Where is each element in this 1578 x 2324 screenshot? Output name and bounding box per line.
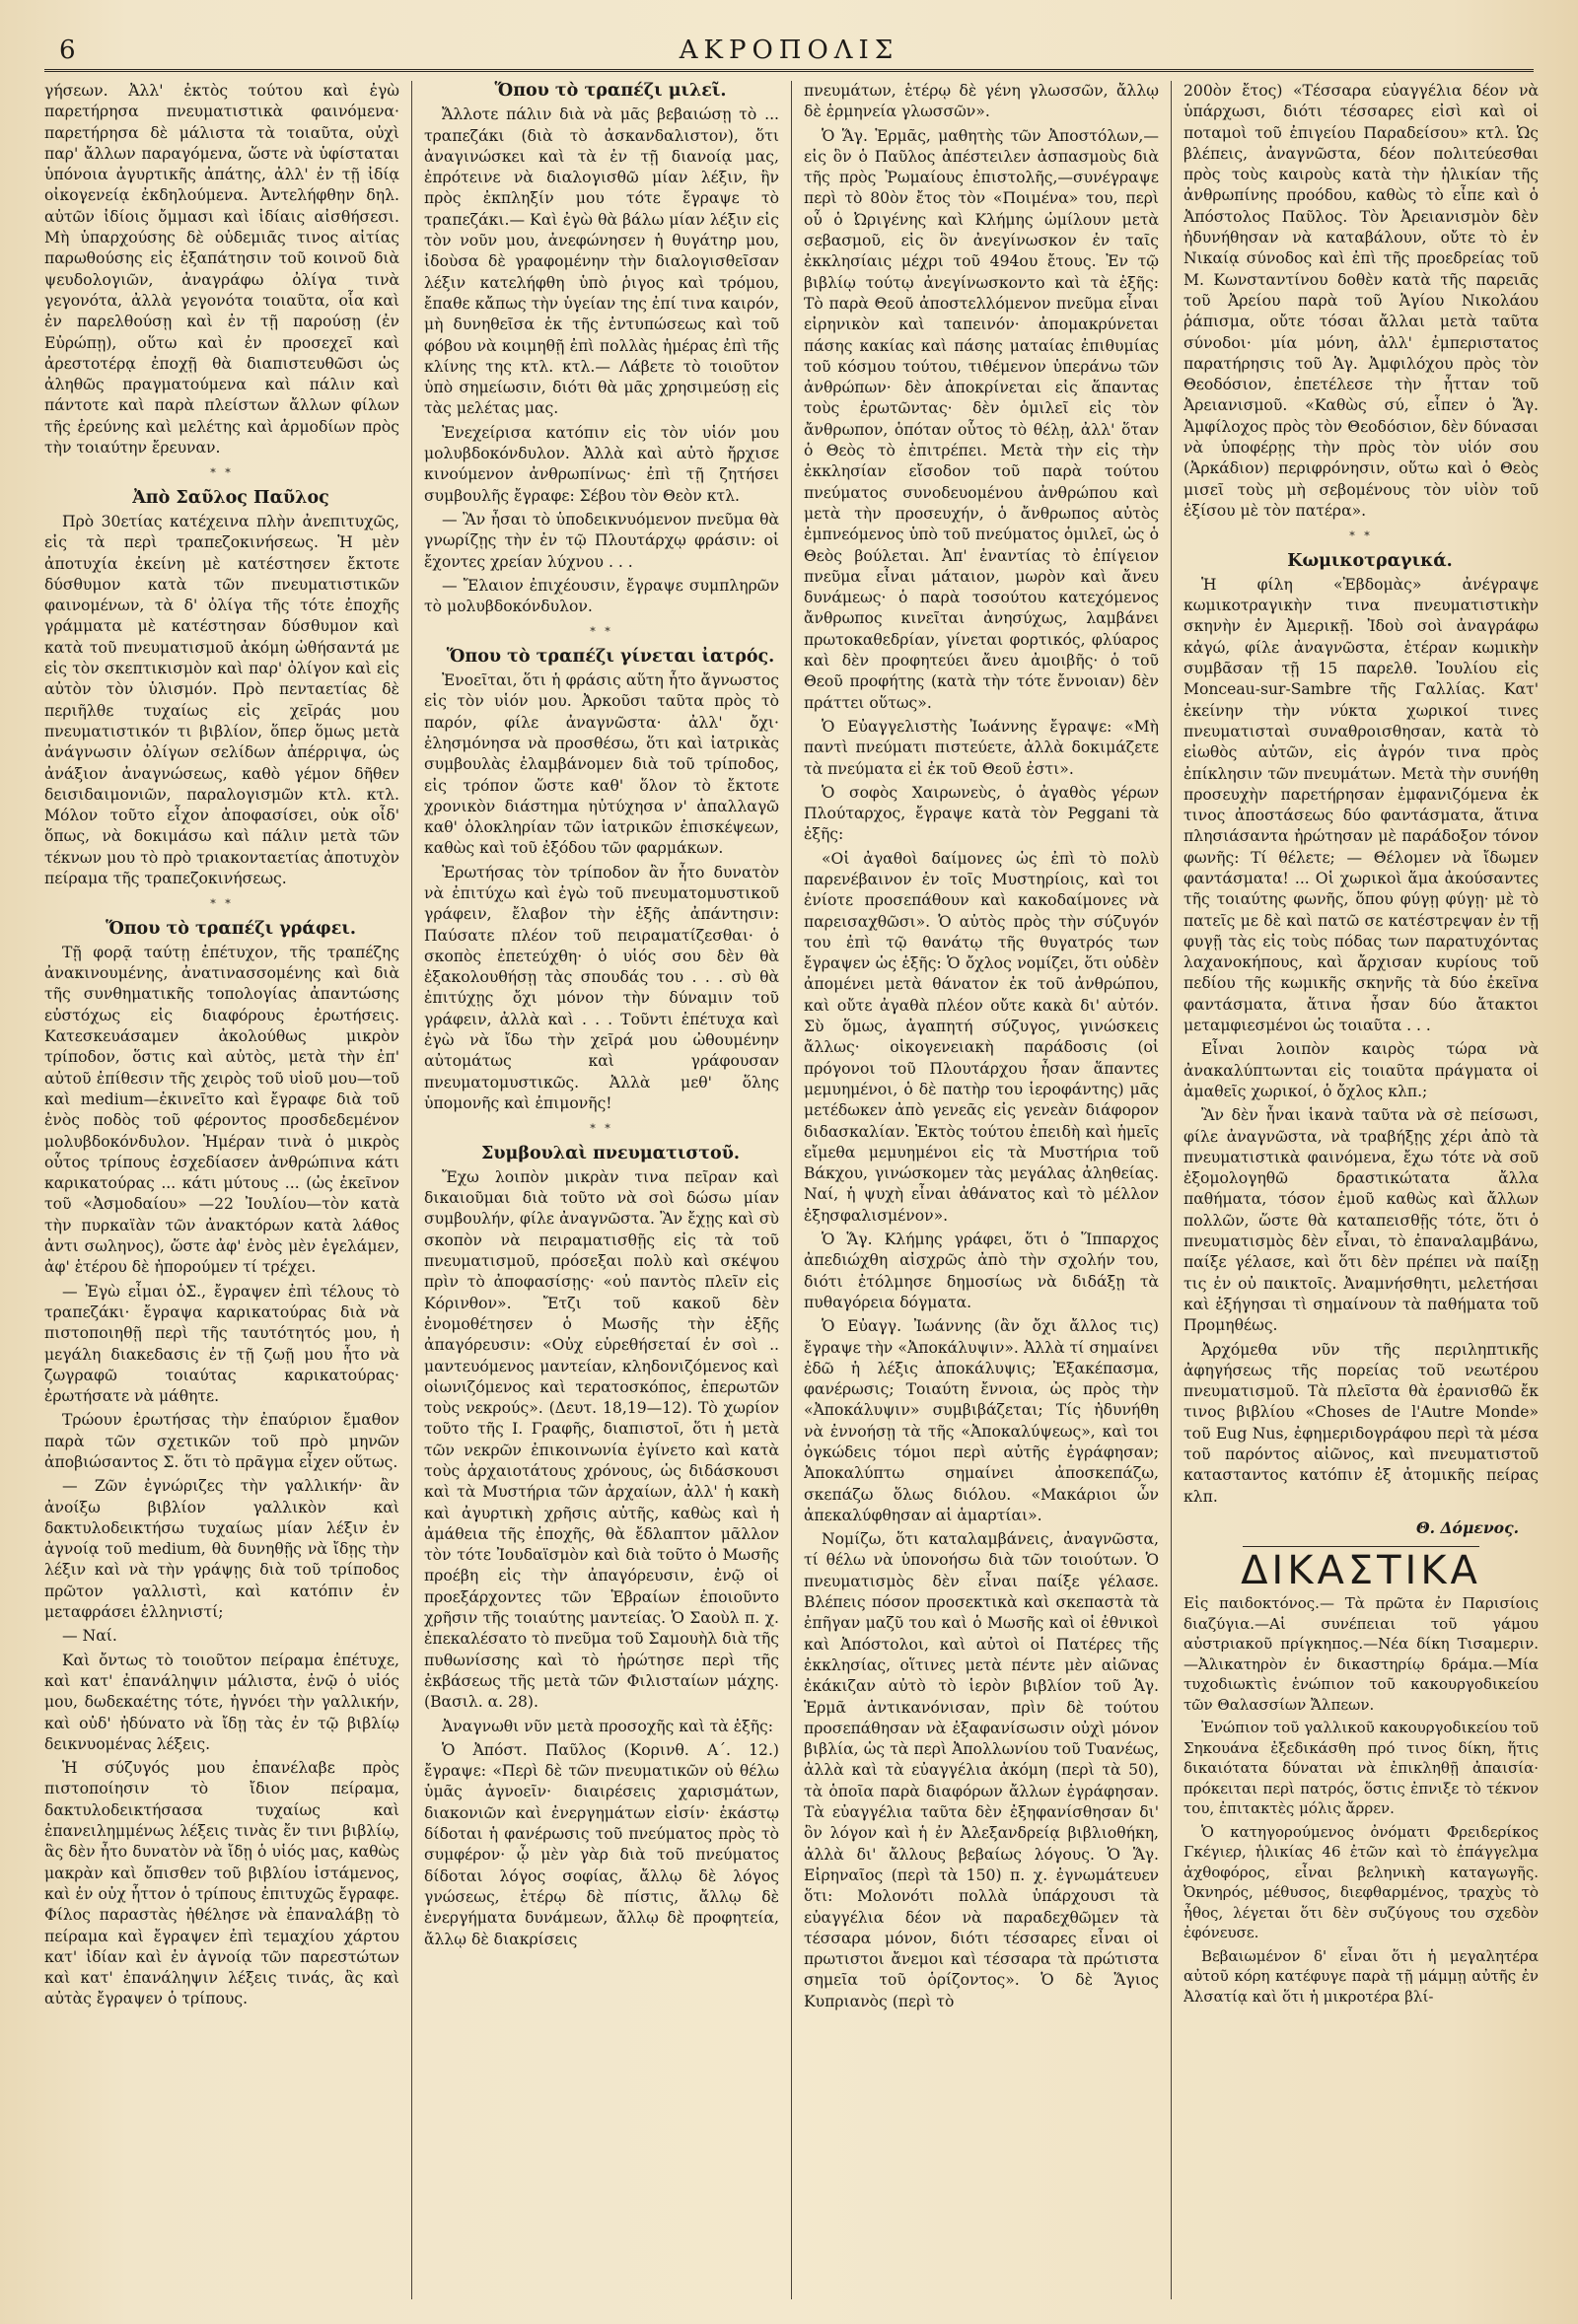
- column-4: [1184, 81, 1539, 2299]
- paragraph: Ἄλλοτε πάλιν διὰ νὰ μᾶς βεβαιώσῃ τὸ ... τραπεζάκι (διὰ τὸ ἀσκανδαλιστον), ὅτι ἀναγινώσκει καὶ τὰ ἐν τῇ διανοίᾳ μας, ἐπρότεινε νὰ διαλογισθῶ μίαν λέξιν, ἣν πρὸς ἐκπληξίν μου τότε ἔγραψε τὸ τραπεζάκι.— Καὶ ἐγὼ θὰ βάλω μίαν λέξιν εἰς τὸν νοῦν μου, ἀνεφώνησεν ἡ θυγάτηρ μου, ἰδοὺσα δὲ γραφομένην τὴν διαλογισθεῖσαν λέξιν κατελήφθη ὑπὸ ῥιγος καὶ τρόμου, ἔπαθε κἄπως τὴν ὑγείαν της ἐπί τινα καιρόν, μὴ δυνηθεῖσα ἐκ τῆς ἐντυπώσεως καὶ τοῦ φόβου νὰ κοιμηθῇ ἐπὶ πολλὰς ἡμέρας ἐπὶ τῆς κλίνης της κτλ. κτλ.— Λάβετε τὸ τοιοῦτον ὑπὸ σημείωσιν, διότι θὰ μᾶς χρησιμεύσῃ εἰς τὰς μελέτας μας.: [424, 106, 779, 418]
- separator-stars: * *: [210, 466, 234, 480]
- section-heading: Συμβουλαὶ πνευματιστοῦ.: [481, 1143, 740, 1163]
- court-section-title: ΔΙΚΑΣΤΙΚΑ: [1241, 1548, 1481, 1594]
- paragraph: πνευμάτων, ἑτέρῳ δὲ γένη γλωσσῶν, ἄλλῳ δὲ ἑρμηνεία γλωσσῶν».: [804, 82, 1159, 121]
- section-heading: Ὅπου τὸ τραπέζι γίνεται ἰατρός.: [446, 646, 775, 667]
- separator-stars: * *: [1349, 529, 1373, 543]
- paragraph: Ἐρωτήσας τὸν τρίποδον ἂν ἦτο δυνατὸν νὰ ἐπιτύχω καὶ ἐγὼ τοῦ πνευματομυστικοῦ γράφειν, ἔλαβον τὴν ἑξῆς ἀπάντησιν: Παύσατε πλέον τοῦ πειραματίζεσθαι· ὁ σκοπὸς ἐπετεύχθη· ὁ υἱός σου δὲν θὰ ἐξακολουθήσῃ τὰς σπουδάς του . . . σὺ θὰ ἐπιτύχῃς ὄχι μόνον τὴν δύναμιν τοῦ γράφειν, ἀλλὰ καὶ . . . Τοῦντι ἐπέτυχα καὶ ἐγὼ νὰ ἴδω τὴν χεῖρά μου ὠθουμένην αὐτομάτως καὶ γράφουσαν πνευματομυστικῶς. Ἀλλὰ μεθ' ὅλης ὑπομονῆς καὶ ἐπιμονῆς!: [424, 863, 779, 1112]
- section-rule: [1243, 1546, 1479, 1547]
- paragraph: — Ζῶν ἐγνώριζες τὴν γαλλικήν· ἂν ἀνοίξω βιβλίον γαλλικὸν καὶ δακτυλοδεικτήσω τυχαίως μίαν λέξιν ἐν ἀγνοίᾳ τοῦ medium, θὰ δυνηθῇς νὰ ἴδῃς τὴν λέξιν καὶ νὰ τὴν γράψῃς διὰ τοῦ τρίποδος πρῶτον γαλλιστὶ, καὶ κατόπιν ἐν μεταφράσει ἑλληνιστί;: [44, 1477, 399, 1622]
- paragraph: Ὁ Ἅγ. Ἑρμᾶς, μαθητὴς τῶν Ἀποστόλων,— εἰς ὃν ὁ Παῦλος ἀπέστειλεν ἀσπασμοὺς διὰ τῆς πρὸς Ῥωμαίους ἐπιστολῆς,—συνέγραψε περὶ τὸ 80ὸν ἔτος τὸν «Ποιμένα» του, περὶ οὗ ὁ Ὠριγένης καὶ Κλήμης ὡμίλουν μετὰ σεβασμοῦ, εἰς ὃν ἀνεγίνωσκον ἐν ταῖς ἐκκλησίαις μέχρι τοῦ 494ου ἔτους. Ἐν τῷ βιβλίῳ τούτῳ ἀνεγίνωσκοντο καὶ τὰ ἑξῆς: Τὸ παρὰ Θεοῦ ἀποστελλόμενον πνεῦμα εἶναι εἰρηνικὸν καὶ ταπεινόν· ἀπομακρύνεται πάσης κακίας καὶ πάσης ματαίας ἐπιθυμίας τοῦ κόσμου τούτου, τιθέμενον ὑπεράνω τῶν ἀνθρώπων· δὲν ἀποκρίνεται εἰς ἅπαντας τοὺς ἐρωτῶντας· δὲν ὁμιλεῖ εἰς τὸν ἄνθρωπον, ὁπόταν οὗτος τὸ θέλῃ, ἀλλ' ὅταν ὁ Θεὸς τὸ ἐπιτρέπει. Μετὰ τὴν εἰς τὴν ἐκκλησίαν εἴσοδον τοῦ παρὰ τούτου πνεύματος συνοδευομένου ἀνθρώπου καὶ μετὰ τὴν προσευχήν, ὁ ἄνθρωπος αὐτὸς ἐμπνεόμενος ὑπὸ τοῦ πνεύματος ὁμιλεῖ, ὡς ὁ Θεὸς βούλεται. Ἀπ' ἐναντίας τὸ ἐπίγειον πνεῦμα εἶναι μάταιον, μωρὸν καὶ ἄνευ δυνάμεως· ὁ παρὰ τοσούτου κατεχόμενος ἄνθρωπος κινεῖται ἀνησύχως, λαμβάνει πρωτοκαθεδρίαν, γίνεται φορτικός, φλύαρος καὶ δὲν προφητεύει ἄνευ ἀμοιβῆς· ὁ τοῦ Θεοῦ προφήτης (κατὰ τὴν τότε ἔννοιαν) δὲν πράττει οὕτως».: [804, 126, 1159, 712]
- section-heading: Ἀπὸ Σαῦλος Παῦλος: [132, 487, 329, 508]
- paragraph: Καὶ ὄντως τὸ τοιοῦτον πείραμα ἐπέτυχε, καὶ κατ' ἐπανάληψιν μάλιστα, ἐνῷ ὁ υἱός μου, δωδεκαέτης τότε, ἠγνόει τὴν γαλλικήν, καὶ οὐδ' ἠδύνατο νὰ ἴδῃ τὰς ἐν τῷ βιβλίῳ δεικνυομένας λέξεις.: [44, 1651, 399, 1753]
- separator-stars: * *: [590, 625, 613, 639]
- paragraph: Τῇ φορᾷ ταύτῃ ἐπέτυχον, τῆς τραπέζης ἀνακινουμένης, ἀνατινασσομένης καὶ διὰ τῆς συνθηματικῆς τοπολογίας ἀπαντώσης εὐστόχως εἰς διαφόρους ἐρωτήσεις. Κατεσκευάσαμεν ἀκολούθως μικρὸν τρίποδον, ὅστις καὶ αὐτὸς, μετὰ τὴν ἐπ' αὐτοῦ ἐπίθεσιν τῆς χειρὸς τοῦ υἱοῦ μου—τοῦ καὶ medium—ἐκινεῖτο καὶ ἔγραφε διὰ τοῦ ἑνὸς ποδὸς τοῦ φέροντος προσδεδεμένον μολυβδοκόνδυλον. Ἡμέραν τινὰ ὁ μικρὸς οὗτος τρίπους ἐσχεδίασεν ἀνθρώπινα κάτι καρικατούρας ... κάτι μύτους ... (ὡς ἐκεῖνον τοῦ «Ἀσμοδαίου» —22 Ἰουλίου—τὸν κατὰ τὴν πυρκαϊὰν τῶν ἀνακτόρων κατὰ λάθος ἀντι σωληνος), ὥστε ἀφ' ἑνὸς μὲν ἐγελάμεν, ἀφ' ἑτέρου δὲ ἠπορούμεν τί τρέχει.: [44, 943, 399, 1277]
- paragraph: Ἀναγνωθι νῦν μετὰ προσοχῆς καὶ τὰ ἑξῆς:: [442, 1717, 774, 1735]
- paragraph: — Ἐγὼ εἶμαι ὁΣ., ἔγραψεν ἐπὶ τέλους τὸ τραπεζάκι· ἔγραψα καρικατούρας διὰ νὰ πιστοποιηθῇ περὶ τῆς ταυτότητός μου, ἡ μεγάλη διακεδασις ἐν τῇ ζωῇ μου ἦτο νὰ ζωγραφῶ τοιαύτας καρικατούρας· ἐρωτήσατε νὰ μάθητε.: [44, 1282, 399, 1406]
- paragraph: Ἀρχόμεθα νῦν τῆς περιληπτικῆς ἀφηγήσεως τῆς πορείας τοῦ νεωτέρου πνευματισμοῦ. Τὰ πλεῖστα θὰ ἐρανισθῶ ἔκ τινος βιβλίου «Choses de l'Autre Monde» τοῦ Eug Nus, ἐφημεριδογράφου περὶ τὰ μέσα τοῦ παρόντος αἰῶνος, καὶ πνευματιστοῦ κατασταντος κατόπιν ἐξ ἀτομικῆς πείρας κλπ.: [1184, 1340, 1539, 1506]
- paragraph: Ἐνώπιον τοῦ γαλλικοῦ κακουργοδικείου τοῦ Σηκουάνα ἐξεδικάσθη πρό τινος δίκη, ἥτις δικαιότατα δύναται νὰ ἐπικληθῇ ἀπαισία· πρόκειται περὶ πατρός, ὅστις ἐπνιξε τὸ τέκνον του, ἐπιτακτὲς μόλις ἄρρεν.: [1184, 1719, 1539, 1818]
- paragraph: Ἡ σύζυγός μου ἐπανέλαβε πρὸς πιστοποίησιν τὸ ἴδιον πείραμα, δακτυλοδεικτήσασα τυχαίως καὶ ἐπανειλημμένως λέξεις τινὰς ἔν τινι βιβλίῳ, ἃς δὲν ἦτο δυνατὸν νὰ ἴδῃ ὁ υἱός μας, καθὼς μακρὰν καὶ ὄπισθεν τοῦ βιβλίου ἱστάμενος, καὶ ἐν οὐχ ἧττον ὁ τρίπους ἐπιτυχῶς ἔγραφε. Φίλος παραστὰς ἠθέλησε νὰ ἐπαναλάβῃ τὸ πείραμα καὶ ἔγραψεν ἐπὶ τεμαχίου χάρτου κατ' ἰδίαν καὶ ἐν ἀγνοίᾳ τῶν παρεστώτων καὶ κατ' ἐπανάληψιν λέξεις τινάς, ἃς καὶ αὐτὰς ἔγραψεν ὁ τρίπους.: [44, 1759, 399, 2008]
- column-divider: [1171, 81, 1172, 2299]
- column-1: [44, 81, 399, 2299]
- columns: [44, 81, 1539, 2299]
- paragraph: Ἂν δὲν ἦναι ἱκανὰ ταῦτα νὰ σὲ πείσωσι, φίλε ἀναγνῶστα, νὰ τραβήξῃς χέρι ἀπὸ τὰ πνευματιστικὰ φαινόμενα, ἔχω τότε νὰ σοῦ ἐξομολογηθῶ δραστικώτατα ἄλλα παθήματα, τόσον ἐμοῦ καθὼς καὶ ἄλλων πολλῶν, ὥστε θὰ καταπεισθῇς τότε, ὅτι ὁ πνευματισμὸς δὲν εἶναι, τὸ ἐπαναλαμβάνω, παίξε γέλασε, καὶ ὅτι δὲν πρέπει νὰ παίξῃ τις ἐν οὐ παικτοῖς. Ἀναμνήσθητι, μελετήσαι καὶ ἐξήγησαι τὶ σημαίνουν τὰ παθήματα τοῦ Προμηθέως.: [1184, 1106, 1539, 1335]
- page-number: 6: [59, 35, 76, 65]
- paragraph: «Οἱ ἀγαθοὶ δαίμονες ὡς ἐπὶ τὸ πολὺ παρενέβαινον ἐν τοῖς Μυστηρίοις, καὶ τοι ἐνίοτε προσεπάθουν καὶ κακοδαίμονες νὰ παρεισαχθῶσι». Ὁ αὐτὸς πρὸς τὴν σύζυγόν του ἐπὶ τῷ θανάτῳ τῆς θυγατρός των ἔγραψεν ὡς ἑξῆς: Ὁ ὄχλος νομίζει, ὅτι οὐδὲν ἀπομένει μετὰ θάνατον ἐκ τοῦ ἀνθρώπου, καὶ οὔτε ἀγαθὰ πλέον οὔτε κακὰ δι' αὐτόν. Σὺ ὅμως, ἀγαπητή σύζυγος, γινώσκεις ἄλλως· οἰκογενειακὴ παράδοσις (οἱ πρόγονοι τοῦ Πλουτάρχου ἦσαν ἅπαντες μεμυημένοι, ὁ δὲ πατὴρ του ἱεροφάντης) μᾶς μετέδωκεν ἀπὸ γενεᾶς εἰς γενεὰν διάφορον διδασκαλίαν. Ἐκτὸς τούτου ἐπειδὴ καὶ ἡμεῖς εἴμεθα μεμυημένοι εἰς τὰ Μυστήρια τοῦ Βάκχου, γινώσκομεν τὰς μεγάλας ἀληθείας. Ναί, ἡ ψυχὴ εἶναι ἀθάνατος καὶ τὸ μέλλον ἐξησφαλισμένον».: [804, 849, 1159, 1225]
- paragraph: γήσεων. Ἀλλ' ἐκτὸς τούτου καὶ ἐγὼ παρετήρησα πνευματιστικὰ φαινόμενα· παρετήρησα δὲ μάλιστα τὰ τοιαῦτα, οὐχὶ παρ' ἄλλων παραγόμενα, ὥστε νὰ ὑφίσταται ὑπόνοια ἀγυρτικῆς ἀπάτης, ἀλλ' ἐν τῇ ἰδίᾳ οἰκογενείᾳ ἐκδηλούμενα. Ἀντελήφθην δηλ. αὐτῶν ἰδίοις ὄμμασι καὶ ἰδίαις αἰσθήσεσι. Μὴ ὑπαρχούσης δὲ οὐδεμιᾶς τινος αἰτίας παρωθούσης εἰς ἐξαπάτησιν τοῦ κοινοῦ διὰ ψευδολογιῶν, ἀναγράφω ὀλίγα τινὰ γεγονότα, ἀλλὰ γεγονότα τοιαῦτα, οἷα καὶ ἐν παρελθούσῃ καὶ ἐν τῇ παρούσῃ (ἐν Εὐρώπῃ), οὕτω καὶ ἐν προσεχεῖ καὶ ἀρεστοτέρᾳ ἐποχῇ θὰ διαπιστευθῶσι ὡς ἀληθῶς πραγματούμενα καὶ πάλιν καὶ πάντοτε καὶ παρὰ πλείστων ἄλλων φίλων τῆς ἐρεύνης καὶ μελέτης καὶ ἁρμοδίων πρὸς τὴν τοιαύτην ἔρευναν.: [44, 82, 399, 458]
- column-3: [804, 81, 1159, 2299]
- column-divider: [411, 81, 412, 2299]
- paragraph: — Ἂν ἦσαι τὸ ὑποδεικνυόμενον πνεῦμα θὰ γνωρίζῃς τὴν ἐν τῷ Πλουτάρχῳ φράσιν: οἱ ἔχοντες χρείαν λύχνου . . .: [424, 510, 779, 571]
- court-summary: Εἰς παιδοκτόνος.— Τὰ πρῶτα ἐν Παρισίοις διαζύγια.—Αἱ συνέπειαι τοῦ γάμου αὐστριακοῦ πρίγκηπος.—Νέα δίκη Τισαμεριν.—Ἀλικατηρὸν ἐν δικαστηρίῳ δράμα.—Μία τυχοδιωκτὶς ἑνώπιον τοῦ κακουργοδικείου τῶν Θαλασσίων Ἄλπεων.: [1184, 1594, 1539, 1714]
- section-heading: Ὅπου τὸ τραπέζι γράφει.: [106, 918, 356, 939]
- paragraph: Βεβαιωμένον δ' εἶναι ὅτι ἡ μεγαλητέρα αὐτοῦ κόρη κατέφυγε παρὰ τῇ μάμμῃ αὐτῆς ἐν Ἀλσατίᾳ καὶ ὅτι ἡ μικροτέρα βλί-: [1184, 1946, 1539, 2006]
- paragraph: Τρώουν ἐρωτήσας τὴν ἐπαύριον ἔμαθον παρὰ τῶν σχετικῶν τοῦ πρὸ μηνῶν ἀποβιώσαντος Σ. ὅτι τὸ πρᾶγμα εἶχεν οὕτως.: [44, 1411, 399, 1471]
- column-2: [424, 81, 779, 2299]
- paragraph: Ὁ Ἅγ. Κλήμης γράφει, ὅτι ὁ Ἵππαρχος ἀπεδιώχθη αἰσχρῶς ἀπὸ τὴν σχολήν του, διότι ἐτόλμησε δημοσίως νὰ διδάξῃ τὰ πυθαγόρεια δόγματα.: [804, 1231, 1159, 1311]
- column-divider: [791, 81, 792, 2299]
- paragraph: Ἐνεχείρισα κατόπιν εἰς τὸν υἱόν μου μολυβδοκόνδυλον. Ἀλλὰ καὶ αὐτὸ ἤρχισε κινούμενον ἀνθρωπίνως· ἐπὶ τῇ ζητήσει συμβουλῆς ἔγραφε: Σέβου τὸν Θεὸν κτλ.: [424, 423, 779, 505]
- separator-stars: * *: [210, 897, 234, 911]
- paragraph: Ὁ Ἀπόστ. Παῦλος (Κορινθ. Α΄. 12.) ἔγραψε: «Περὶ δὲ τῶν πνευματικῶν οὐ θέλω ὑμᾶς ἀγνοεῖν· διαιρέσεις χαρισμάτων, διακονιῶν καὶ ἐνεργημάτων εἰσίν· ἑκάστῳ δίδοται ἡ φανέρωσις τοῦ πνεύματος πρὸς τὸ συμφέρον· ᾧ μὲν γὰρ διὰ τοῦ πνεύματος δίδοται λόγος σοφίας, ἄλλῳ δὲ λόγος γνώσεως, ἑτέρῳ δὲ πίστις, ἄλλῳ δὲ ἐνεργήματα δυνάμεων, ἄλλῳ δὲ προφητεία, ἄλλῳ δὲ διακρίσεις: [424, 1740, 779, 1948]
- paragraph: Ὁ Εὐαγγ. Ἰωάννης (ἂν ὄχι ἄλλος τις) ἔγραψε τὴν «Ἀποκάλυψιν». Ἀλλὰ τί σημαίνει ἐδῶ ἡ λέξις ἀποκάλυψις; Ἐξακέπασμα, φανέρωσις; Τοιαύτη ἔννοια, ὡς πρὸς τὴν «Ἀποκάλυψιν» συμβιβάζεται; Τίς ἠδυνήθη νὰ ἐννοήσῃ τὰ τῆς «Ἀποκαλύψεως», καὶ τοι ὀγκώδεις τόμοι περὶ αὐτῆς ἐγράφησαν; Ἀποκαλύπτω σημαίνει ἀποσκεπάζω, σκεπάζω ὅλως διόλου. «Μακάριοι ὧν ἀπεκαλύφθησαν αἱ ἁμαρτίαι».: [804, 1317, 1159, 1524]
- paragraph: Ὁ κατηγορούμενος ὀνόματι Φρειδερίκος Γκέγιερ, ἡλικίας 46 ἐτῶν καὶ τὸ ἐπάγγελμα ἀχθοφόρος, εἶναι βεληνικὴ καταγωγῆς. Ὀκνηρός, μέθυσος, διεφθαρμένος, τραχὺς τὸ ἦθος, λέγεται ὅτι δὲν συζύγους του σχεδὸν ἐφόνευσε.: [1184, 1822, 1539, 1942]
- paragraph: Ἔχω λοιπὸν μικρὰν τινα πεῖραν καὶ δικαιοῦμαι διὰ τοῦτο νὰ σοὶ δώσω μίαν συμβουλήν, φίλε ἀναγνῶστα. Ἂν ἔχῃς καὶ σὺ σκοπὸν νὰ πειραματισθῇς εἰς τὰ τοῦ πνευματισμοῦ, πρόσεξαι πολὺ καὶ σκέψου πρὶν τὸ ἀποφασίσῃς· «οὐ παντὸς πλεῖν εἰς Κόρινθον». Ἔτζι τοῦ κακοῦ δὲν ἐνομοθέτησεν ὁ Μωσῆς τὴν ἑξῆς ἀπαγόρευσιν: «Οὐχ εὑρεθήσεταί ἐν σοὶ .. μαντευόμενος μαντείαν, κληδονιζόμενος καὶ οἰωνιζόμενος καὶ τερατοσκόπος, ἐπερωτῶν τοὺς νεκρούς». (Δευτ. 18,19—12). Τὸ χωρίον τοῦτο τῆς Ι. Γραφῆς, διαπιστοῖ, ὅτι ἡ μετὰ τῶν νεκρῶν ἐπικοινωνία ἐγίνετο καὶ κατὰ τοὺς ἀρχαιοτάτους χρόνους, ὡς διδάσκουσι καὶ τὰ Μυστήρια τῶν ἀρχαίων, ἀλλ' ἡ κακὴ καὶ ἀγυρτικὴ χρῆσις αὐτῆς, καθὼς καὶ ἡ ἀμάθεια τῆς ἐποχῆς, θὰ ἔδλαπτον μᾶλλον τὸν τότε Ἰουδαϊσμὸν καὶ διὰ τοῦτο ὁ Μωσῆς προέβη εἰς τὴν ἀπαγόρευσιν, ἐνῷ οἱ προεξάρχοντες τῶν Ἑβραίων ἐποιοῦντο χρῆσιν τῆς τοιαύτης μαντείας. Ὁ Σαοὺλ π. χ. ἐπεκαλέσατο τὸ πνεῦμα τοῦ Σαμουὴλ διὰ τῆς πυθωνίσσης καὶ τὸ ἠρώτησε περὶ τῆς ἐκβάσεως τῆς μετὰ τῶν Φιλισταίων μάχης. (Βασιλ. α. 28).: [424, 1167, 779, 1712]
- paragraph: Ἡ φίλη «Ἑβδομὰς» ἀνέγραψε κωμικοτραγικὴν τινα πνευματιστικὴν σκηνὴν ἐν Ἀμερικῇ. Ἰδοὺ σοὶ ἀναγράφω κἀγώ, φίλε ἀναγνῶστα, ἑτέραν κωμικὴν συμβᾶσαν τῇ 15 παρελθ. Ἰουλίου εἰς Monceau-sur-Sambre τῆς Γαλλίας. Κατ' ἐκείνην τὴν νύκτα χωρικοί τινες πνευματισταὶ συναθροισθησαν, κατὰ τὸ εἰωθὸς αὐτῶν, εἰς ἀγρόν τινα πρὸς ἐπίκλησιν τῶν πνευμάτων. Μετὰ τὴν συνήθη προσευχὴν παρετήρησαν ἐμφανιζόμενα ἐκ τινος ἀποστάσεως δύο φαντάσματα, ἅτινα πλησιάσαντα ἠρώτησαν μὲ παράδοξον τόνον φωνῆς: Τί θέλετε; — Θέλομεν νὰ ἴδωμεν φαντάσματα! ... Οἱ χωρικοὶ ἅμα ἀκούσαντες τῆς τοιαύτης φωνῆς, ὅπου φύγῃ φύγῃ· μὲ τὸ πατεῖς με δὲ καὶ πατῶ σε κατέστρεψαν ἐν τῇ φυγῇ τὰς εἰς τοὺς πόδας των παρατυχόντας λαχανοκήπους, καὶ ἄρχισαν κυρίους τοῦ πεδίου τῆς κωμικῆς σκηνῆς τὰ δύο ἐκεῖνα φαντάσματα, ἅτινα ἦσαν δύο ἄτακτοι μεταμφιεσμένοι ὡς τοιαῦτα . . .: [1184, 575, 1539, 1035]
- paragraph: Νομίζω, ὅτι καταλαμβάνεις, ἀναγνῶστα, τί θέλω νὰ ὑπονοήσω διὰ τῶν τοιούτων. Ὁ πνευματισμὸς δὲν εἶναι παίξε γέλασε. Βλέπεις πόσον προσεκτικὰ καὶ σκεπαστὰ τὰ ἐπῆγαν μαζῦ του καὶ ὁ Μωσῆς καὶ οἱ ἐθνικοὶ καὶ Ἀπόστολοι, καὶ αὐτοὶ οἱ Πατέρες τῆς ἐκκλησίας, οἵτινες μετὰ πέντε μὲν αἰῶνας ἐκάκιζαν αὐτὸ τὸ ἱερὸν βιβλίον τοῦ Ἁγ. Ἑρμᾶ ἀντικανόνισαν, πρὶν δὲ τούτου προσεπάθησαν νὰ ἐξαφανίσωσιν οὐχὶ μόνον βιβλία, ὡς τὰ περὶ Ἀπολλωνίου τοῦ Τυανέως, ἀλλὰ καὶ τὰ εὐαγγέλια ἀκόμη (περὶ τὰ 50), τὰ ὁποῖα παρὰ διαφόρων ἄλλων ἐγράφησαν. Τὰ εὐαγγέλια ταῦτα δὲν ἐξηφανίσθησαν δι' ὃν λόγον καὶ ἡ ἐν Ἀλεξανδρείᾳ βιβλιοθήκη, ἀλλὰ δι' ἄλλους βεβαίως λόγους. Ὁ Ἅγ. Εἰρηναῖος (περὶ τὰ 150) π. χ. ἐγνωμάτευεν ὅτι: Μολονότι πολλὰ ὑπάρχουσι τὰ εὐαγγέλια δέον νὰ παραδεχθῶμεν τὰ τέσσαρα μόνον, διότι τέσσαρες εἶναι οἱ πρωτιστοι ἄνεμοι καὶ τέσσαρα τὰ πρώτιστα σημεῖα τοῦ ὁρίζοντος». Ὁ δὲ Ἅγιος Κυπριανὸς (περὶ τὸ: [804, 1530, 1159, 2010]
- masthead: [44, 30, 1534, 69]
- paragraph: 200ὸν ἔτος) «Τέσσαρα εὐαγγέλια δέον νὰ ὑπάρχωσι, διότι τέσσαρες εἰσὶ καὶ οἱ ποταμοὶ τοῦ ἐπιγείου Παραδείσου» κτλ. Ὡς βλέπεις, ἀναγνῶστα, δέον πολιτεύεσθαι πρὸς τοὺς καιροὺς κατὰ τὴν ἡλικίαν τῆς ἀνθρωπίνης προόδου, καθὼς τὸ εἶπε καὶ ὁ Ἀπόστολος Παῦλος. Τὸν Ἀρειανισμὸν δὲν ἠδυνήθησαν νὰ καταβάλουν, οὔτε τὸ ἐν Νικαίᾳ σύνοδος καὶ ἐπὶ τῆς προεδρείας τοῦ Μ. Κωνσταντίνου δοθὲν κατὰ τῆς παρειᾶς τοῦ Ἀρείου παρὰ τοῦ Ἁγίου Νικολάου ῥάπισμα, οὔτε τόσαι ἄλλαι μετὰ ταῦτα σύνοδοι· μία μόνη, ἀλλ' ἐμπεριστατος παρατήρησις τοῦ Ἁγ. Ἀμφιλόχου πρὸς τὸν Θεοδόσιον, ἐπετέλεσε τὴν ἧτταν τοῦ Ἀρειανισμοῦ. «Καθὼς σύ, εἶπεν ὁ Ἅγ. Ἀμφίλοχος πρὸς τὸν Θεοδόσιον, δὲν δύνασαι νὰ ὑποφέρῃς τὴν πρὸς τὸν υἱόν σου (Ἀρκάδιον) περιφρόνησιν, οὕτω καὶ ὁ Θεὸς μισεῖ τοὺς μὴ σεβομένους τὸν υἱὸν τοῦ ἐξίσου μὲ τὸν πατέρα».: [1184, 82, 1539, 520]
- paragraph: Ὁ Εὐαγγελιστὴς Ἰωάννης ἔγραψε: «Μὴ παντὶ πνεύματι πιστεύετε, ἀλλὰ δοκιμάζετε τὰ πνεύματα εἰ ἐκ τοῦ Θεοῦ ἐστι».: [804, 717, 1159, 778]
- paragraph: — Ἔλαιον ἐπιχέουσιν, ἔγραψε συμπληρῶν τὸ μολυβδοκόνδυλον.: [424, 576, 779, 616]
- header-rule: [44, 69, 1534, 72]
- section-heading: Ὅπου τὸ τραπέζι μιλεῖ.: [494, 81, 727, 101]
- section-heading: Κωμικοτραγικά.: [1287, 550, 1453, 571]
- paragraph: Ἐνοεῖται, ὅτι ἡ φράσις αὕτη ἦτο ἄγνωστος εἰς τὸν υἱόν μου. Ἀρκοῦσι ταῦτα πρὸς τὸ παρόν, φίλε ἀναγνῶστα· ἀλλ' ὄχι· ἐλησμόνησα νὰ προσθέσω, ὅτι καὶ ἰατρικὰς συμβουλὰς ἐλαμβάνομεν διὰ τοῦ τρίποδος, εἰς τρόπον ὥστε καθ' ὅλον τὸ ἔκτοτε χρονικὸν διάστημα ηὐτύχησα ν' ἀπαλλαγῶ καθ' ὁλοκληρίαν τῶν ἰατρικῶν ἐπισκέψεων, καθὼς καὶ τοῦ ἐξόδου τῶν φαρμάκων.: [424, 671, 779, 858]
- running-title: ΑΚΡΟΠΟΛΙΣ: [679, 35, 899, 65]
- paragraph: Εἶναι λοιπὸν καιρὸς τώρα νὰ ἀνακαλύπτωνται εἰς τοιαῦτα πράγματα οἱ ἀμαθεῖς χωρικοί, ὁ ὄχλος κλπ.;: [1184, 1040, 1539, 1100]
- separator-stars: * *: [590, 1122, 613, 1136]
- paragraph: — Ναί.: [62, 1627, 117, 1646]
- paragraph: Ὁ σοφὸς Χαιρωνεὺς, ὁ ἀγαθὸς γέρων Πλούταρχος, ἔγραψε κατὰ τὸν Peggani τὰ ἑξῆς:: [804, 783, 1159, 844]
- author-signature: Θ. Δόμενος.: [1416, 1517, 1519, 1537]
- paragraph: Πρὸ 30ετίας κατέχεινα πλὴν ἀνεπιτυχῶς, εἰς τὰ περὶ τραπεζοκινήσεως. Ἡ μὲν ἀποτυχία ἐκείνη μὲ κατέστησεν ἔκτοτε δύσθυμον κατὰ τῶν πνευματιστικῶν φαινομένων, τὰ δ' ὀλίγα τῆς τότε ἐποχῆς γράμματα μὲ κατέστησαν δύσθυμον καὶ κατὰ τοῦ πνευματισμοῦ ἀκόμη ὠθήσαντά με εἰς τὸν σκεπτικισμὸν καὶ παρ' ὀλίγον καὶ εἰς αὐτὸν τὸν ὑλισμόν. Πρὸ πενταετίας δὲ περιῆλθε τυχαίως εἰς χεῖράς μου πνευματιστικόν τι βιβλίον, ὅπερ ὅμως μετὰ ἀνάγνωσιν ὀλίγων σελίδων ἀπέρριψα, ὡς ἀνάξιον ἀναγνώσεως, καθὸ γέμον δῆθεν δεισιδαιμονιῶν, παραλογισμῶν κτλ. κτλ. Μόλον τοῦτο εἶχον ἀποφασίσει, οὐκ οἶδ' ὅπως, νὰ δοκιμάσω καὶ πάλιν μετὰ τῶν τέκνων μου τὸ πρὸ τριακονταετίας ἀποτυχὸν πείραμα τῆς τραπεζοκινήσεως.: [44, 512, 399, 887]
